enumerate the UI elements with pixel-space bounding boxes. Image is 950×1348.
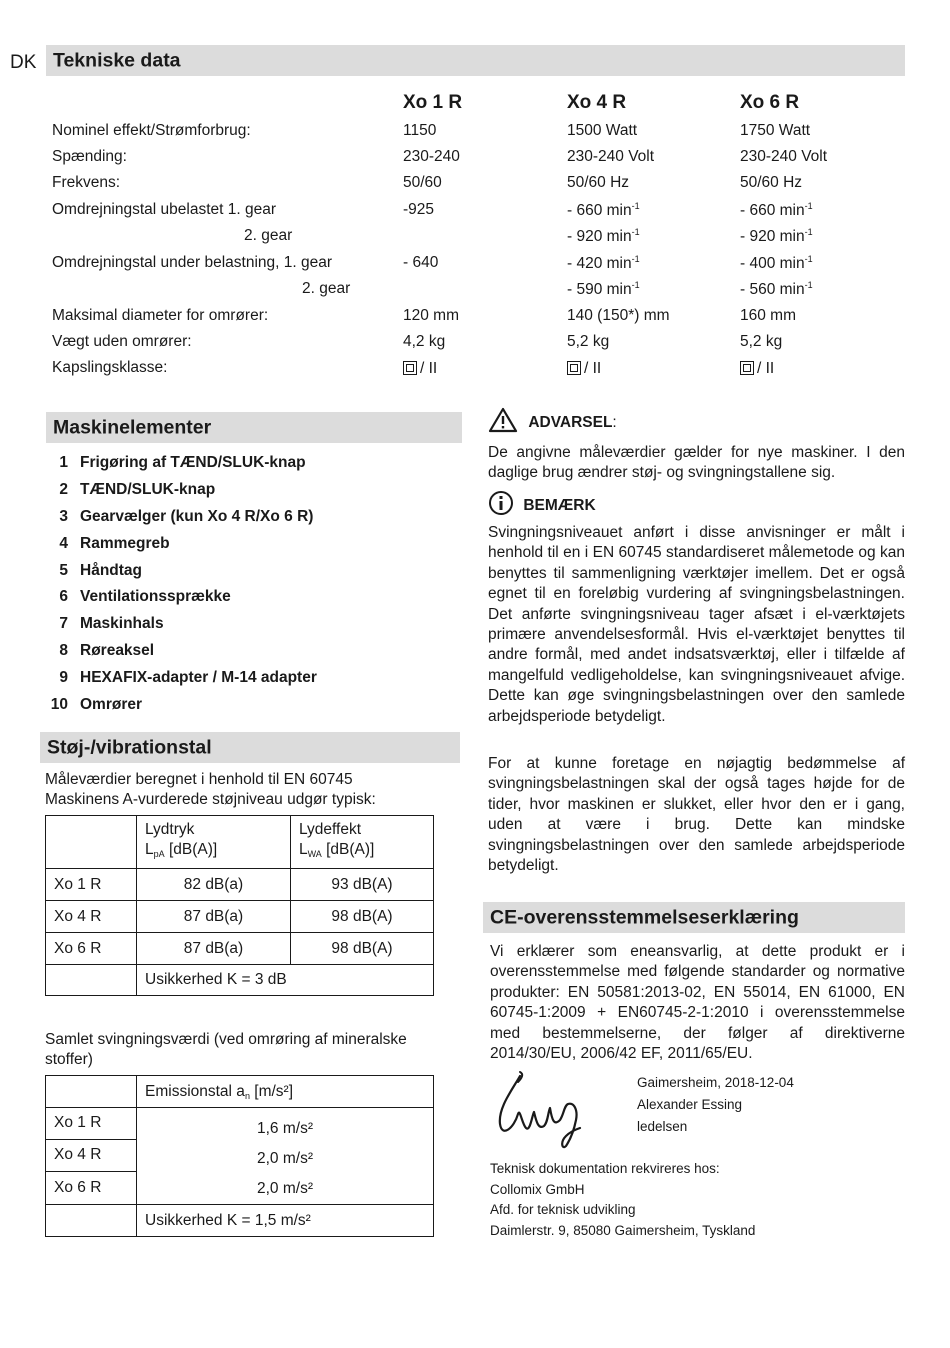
lpa-cell: 87 dB(a) <box>137 901 291 933</box>
spec-value: - 560 min <box>740 281 805 298</box>
model-cell: Xo 1 R <box>46 869 137 901</box>
noise-title: Støj-/vibrationstal <box>47 736 212 758</box>
vibration-value: 2,0 m/s² <box>257 1180 313 1197</box>
table-row <box>46 901 434 933</box>
spec-value: 5,2 kg <box>567 333 610 350</box>
protection-class-ii-icon <box>403 361 417 375</box>
spec-label: Maksimal diameter for omrører: <box>52 307 269 324</box>
signatory-block <box>637 1072 794 1138</box>
documentation-address <box>490 1159 755 1241</box>
spec-value: 230-240 Volt <box>740 148 828 165</box>
vibration-value: 1,6 m/s² <box>257 1120 313 1137</box>
model-cell: Xo 4 R <box>46 901 137 933</box>
spec-value: / II <box>757 360 775 377</box>
spec-value: - 590 min <box>567 281 632 298</box>
tech-data-title: Tekniske data <box>53 49 181 71</box>
spec-row-frequency <box>52 174 912 200</box>
vibration-header: Emissionstal $a_n$ [m/s²] <box>137 1076 434 1108</box>
model-cell: Xo 1 R <box>46 1108 137 1140</box>
lwa-cell: 93 dB(A) <box>291 869 434 901</box>
lwa-cell: 98 dB(A) <box>291 933 434 965</box>
address-line: Teknisk dokumentation rekvireres hos: <box>490 1161 720 1176</box>
spec-row-weight <box>52 333 912 359</box>
spec-value: 140 (150*) mm <box>567 307 670 324</box>
noise-intro-line: Maskinens A-vurderede støjniveau udgør typisk: <box>45 791 376 808</box>
warning-text: De angivne måleværdier gælder for nye maskiner. I den daglige brug ændrer støj- og svingningstallene sig. <box>488 444 905 482</box>
spec-label: Kapslingsklasse: <box>52 359 168 376</box>
spec-label: Omdrejningstal under belastning, 1. gear <box>52 254 333 271</box>
spec-row-rpm-noload-1 <box>52 201 912 227</box>
noise-header <box>40 732 460 763</box>
rpm-exponent: -1 <box>804 254 813 264</box>
rpm-exponent: -1 <box>631 201 640 211</box>
spec-label: 2. gear <box>244 227 293 244</box>
ce-title: CE-overensstemmelseserklæring <box>490 906 799 928</box>
protection-class-ii-icon <box>740 361 754 375</box>
model-heading-xo1r: Xo 1 R <box>403 92 463 113</box>
model-heading-xo6r: Xo 6 R <box>740 92 800 113</box>
parts-list-item: 3 Gearvælger (kun Xo 4 R/Xo 6 R) <box>59 508 314 525</box>
noise-intro-line: Måleværdier beregnet i henhold til EN 60745 <box>45 771 353 788</box>
spec-value: 230-240 <box>403 148 460 165</box>
spec-row-rpm-noload-2 <box>52 227 912 253</box>
rpm-exponent: -1 <box>631 280 640 290</box>
rpm-exponent: -1 <box>631 227 640 237</box>
spec-row-voltage <box>52 148 912 174</box>
spec-value: 5,2 kg <box>740 333 783 350</box>
model-cell: Xo 6 R <box>46 1172 137 1205</box>
parts-title: Maskinelementer <box>53 416 212 438</box>
spec-value: - 920 min <box>567 228 632 245</box>
spec-row-rpm-load-2 <box>52 280 912 306</box>
rpm-exponent: -1 <box>804 280 813 290</box>
noise-intro <box>45 770 376 810</box>
spec-value: / II <box>420 360 438 377</box>
parts-list-item: 8 Røreaksel <box>59 642 155 659</box>
parts-list-item: 2 TÆND/SLUK-knap <box>59 481 216 498</box>
parts-list-item: 6 Ventilationssprække <box>59 588 231 605</box>
note-paragraph-1: Svingningsniveauet anført i disse anvisninger er målt i henhold til en i EN 60745 standardiseret målemetode og kan benyttes til sammenligning værktøjer imellem. Det er også egnet til en foreløbig vurdering af svingningsbelastningen. Det anførte svingningsniveau tager afsæt i el-værktøjets primære anvendelsesformål. Hvis el-værktøjet benyttes til andre formål, med andet indsatsværktøj, eller i tilfælde af mangelfuld vedligeholdelse, kan svingningsniveauet afvige. Dette kan øge svingningsbelastningen over den samlede arbejdsperiode betydeligt. <box>488 524 905 725</box>
parts-list-item: 5 Håndtag <box>59 562 142 579</box>
rpm-exponent: -1 <box>631 254 640 264</box>
vibration-intro: Samlet svingningsværdi (ved omrøring af mineralske stoffer) <box>45 1031 407 1068</box>
info-icon <box>488 490 514 516</box>
spec-label: Vægt uden omrører: <box>52 333 192 350</box>
parts-list-item: 9 HEXAFIX-adapter / M-14 adapter <box>59 669 317 686</box>
signatory-name: Alexander Essing <box>637 1097 743 1112</box>
ce-declaration-text: Vi erklærer som eneansvarlig, at dette produkt er i overensstemmelse med følgende standarder og normative produkter: EN 50581:2013-02, EN 55014, EN 61000, EN 60745-1:2009 + EN60745-2-1:2010 i overensstemmelse med bestemmelserne, der følger af direktiverne 2014/30/EU, 2006/42 EF, 2011/65/EU. <box>490 943 905 1063</box>
vibration-uncertainty: Usikkerhed K = 1,5 m/s² <box>137 1205 434 1237</box>
spec-value: 4,2 kg <box>403 333 446 350</box>
model-cell: Xo 6 R <box>46 933 137 965</box>
noise-uncertainty: Usikkerhed K = 3 dB <box>137 965 434 996</box>
rpm-exponent: -1 <box>804 201 813 211</box>
spec-row-diameter <box>52 307 912 333</box>
table-row <box>46 933 434 965</box>
spec-value: - 420 min <box>567 255 632 272</box>
spec-value: - 640 <box>403 254 439 271</box>
address-line: Collomix GmbH <box>490 1181 585 1197</box>
spec-value: - 920 min <box>740 228 805 245</box>
spec-value: 160 mm <box>740 307 796 324</box>
spec-value: -925 <box>403 201 435 218</box>
warning-triangle-icon <box>488 407 518 433</box>
vibration-table <box>45 1075 434 1237</box>
parts-list-item: 7 Maskinhals <box>59 615 164 632</box>
language-code: DK <box>10 52 37 73</box>
lpa-cell: 87 dB(a) <box>137 933 291 965</box>
parts-list-item: 10 Omrører <box>50 696 143 713</box>
spec-value: 1150 <box>403 122 437 139</box>
note-heading: BEMÆRK <box>488 490 596 516</box>
spec-value: 230-240 Volt <box>567 148 655 165</box>
spec-value: 50/60 <box>403 174 442 191</box>
noise-table <box>45 815 434 996</box>
note-paragraph-2: For at kunne foretage en nøjagtig bedømmelse af svingningsbelastningen skal der også tages højde for de tider, hvor maskinen er slukket, eller hvor den er i gang, uden at være i brug. Dette kan mindske svingningsbelastningen over den samlede arbejdsperiode betydeligt. <box>488 755 905 875</box>
spec-label: Nominel effekt/Strømforbrug: <box>52 122 251 139</box>
vibration-value: 2,0 m/s² <box>257 1150 313 1167</box>
model-cell: Xo 4 R <box>46 1139 137 1172</box>
spec-label: 2. gear <box>302 280 351 297</box>
parts-list-item: 1 Frigøring af TÆND/SLUK-knap <box>59 454 306 471</box>
model-heading-xo4r: Xo 4 R <box>567 92 627 113</box>
spec-value: 120 mm <box>403 307 459 324</box>
spec-label: Omdrejningstal ubelastet 1. gear <box>52 201 277 218</box>
parts-list-item: 4 Rammegreb <box>59 535 170 552</box>
table-row <box>46 869 434 901</box>
place-date: Gaimersheim, 2018-12-04 <box>637 1075 794 1090</box>
spec-value: 1500 Watt <box>567 122 638 139</box>
sound-pressure-header: Lydtryk $L_{pA}$ [dB(A)] <box>137 816 291 869</box>
spec-row-protection-class <box>52 359 912 385</box>
spec-value: - 400 min <box>740 255 805 272</box>
lwa-cell: 98 dB(A) <box>291 901 434 933</box>
tech-data-header <box>46 45 905 76</box>
spec-label: Frekvens: <box>52 174 121 191</box>
address-line: Afd. for teknisk udvikling <box>490 1202 636 1217</box>
spec-row-rpm-load-1 <box>52 254 912 280</box>
sound-power-header: Lydeffekt $L_{WA}$ [dB(A)] <box>291 816 434 869</box>
warning-heading: ADVARSEL: <box>488 407 617 433</box>
address-line: Daimlerstr. 9, 85080 Gaimersheim, Tyskland <box>490 1222 756 1238</box>
vibration-values <box>137 1108 434 1205</box>
spec-row-power <box>52 122 912 148</box>
spec-value: 50/60 Hz <box>567 174 630 191</box>
spec-value: / II <box>584 360 602 377</box>
spec-value: 50/60 Hz <box>740 174 803 191</box>
spec-value: - 660 min <box>740 202 805 219</box>
signature <box>490 1068 590 1150</box>
protection-class-ii-icon <box>567 361 581 375</box>
spec-value: - 660 min <box>567 202 632 219</box>
signatory-role: ledelsen <box>637 1119 688 1134</box>
lpa-cell: 82 dB(a) <box>137 869 291 901</box>
spec-label: Spænding: <box>52 148 127 165</box>
rpm-exponent: -1 <box>804 227 813 237</box>
parts-header <box>46 412 462 443</box>
ce-header <box>483 902 905 933</box>
spec-value: 1750 Watt <box>740 122 811 139</box>
